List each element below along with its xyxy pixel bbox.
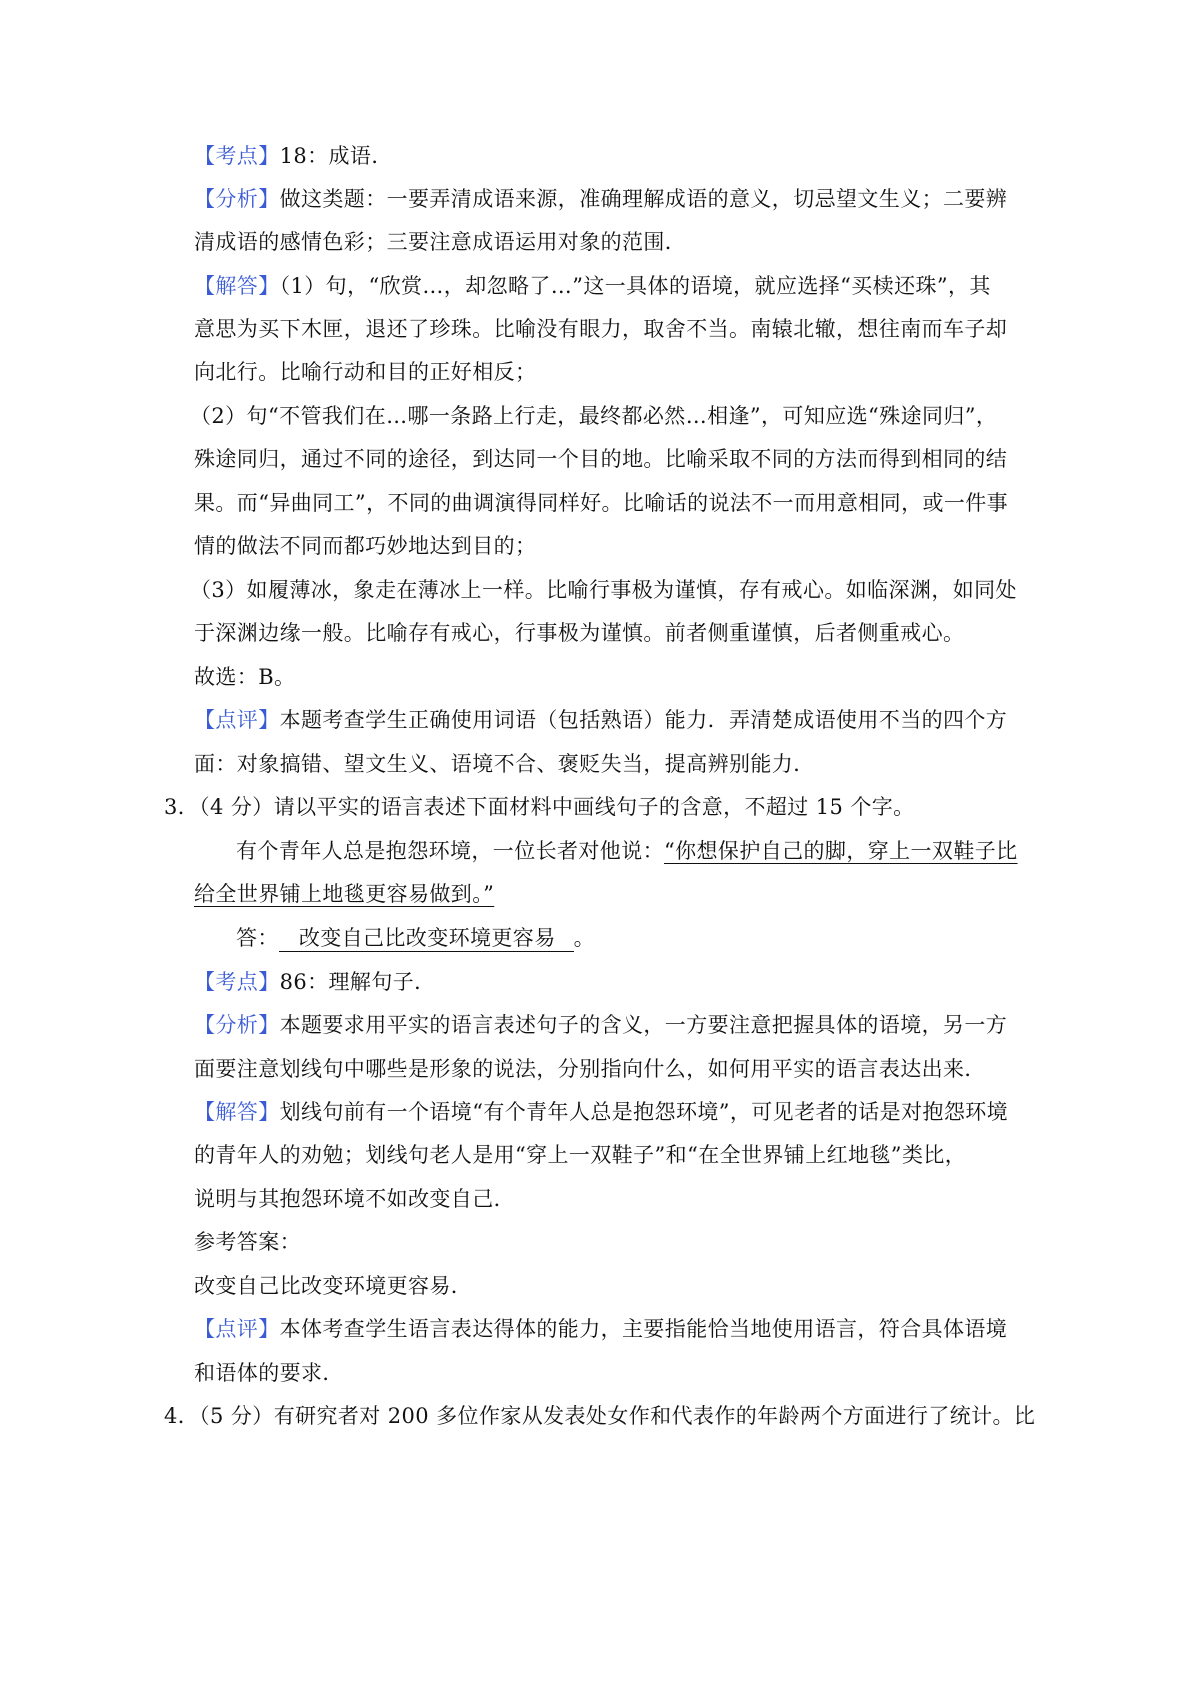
q2-part2-line-1: [190, 401, 997, 431]
q3-kaodian-line: [194, 967, 436, 997]
q3-ref-label-line: [194, 1227, 301, 1257]
q3-stem-text: 3．（4 分）请以平实的语言表述下面材料中画线句子的含意，不超过 15 个字。: [164, 795, 915, 819]
q3-jieda-line-2: [194, 1140, 966, 1170]
q2-part2-line-3: [194, 488, 1008, 518]
q2-dianping-line-1: [194, 705, 1007, 735]
q2-dianping-line-2: [194, 749, 815, 779]
dianping-label: 【点评】: [194, 1317, 280, 1341]
q2-part3-line-1: [190, 575, 1017, 605]
q2-jieda-text-2: 意思为买下木匣，退还了珍珠。比喻没有眼力，取舍不当。南辕北辙，想往南而车子却: [194, 317, 1008, 341]
q2-fenxi-text-2: 清成语的感情色彩；三要注意成语运用对象的范围．: [194, 230, 687, 254]
q2-part3-text-2: 于深渊边缘一般。比喻存有戒心，行事极为谨慎。前者侧重谨慎，后者侧重戒心。: [194, 621, 965, 645]
q2-choice-text: 故选：B。: [194, 665, 296, 689]
q2-part2-text-2: 殊途同归，通过不同的途径，到达同一个目的地。比喻采取不同的方法而得到相同的结: [194, 447, 1008, 471]
q3-dianping-line-2: [194, 1358, 344, 1388]
q2-fenxi-line-1: [194, 184, 1007, 214]
q2-part2-line-4: [194, 531, 536, 561]
q2-jieda-line-3: [194, 357, 536, 387]
q3-material-plain: 有个青年人总是抱怨环境，一位长者对他说：: [236, 839, 664, 863]
q3-jieda-text-1: 划线句前有一个语境“有个青年人总是抱怨环境”，可见老者的话是对抱怨环境: [279, 1100, 1009, 1124]
q3-ref-label: 参考答案：: [194, 1230, 301, 1254]
q3-dianping-text-1: 本体考查学生语言表达得体的能力，主要指能恰当地使用语言，符合具体语境: [279, 1317, 1008, 1341]
q3-fenxi-text-1: 本题要求用平实的语言表述句子的含义，一方要注意把握具体的语境，另一方: [279, 1013, 1008, 1037]
kaodian-label: 【考点】: [194, 144, 280, 168]
q2-kaodian-line: [194, 141, 393, 171]
q2-kaodian-text: 18：成语．: [279, 144, 393, 168]
q2-part3-text-1: （3）如履薄冰，象走在薄冰上一样。比喻行事极为谨慎，存有戒心。如临深渊，如同处: [190, 578, 1017, 602]
q3-material-line-2: [194, 879, 494, 909]
q2-part3-line-2: [194, 618, 964, 648]
q3-material-underlined-2: 给全世界铺上地毯更容易做到。”: [194, 882, 495, 906]
jieda-label: 【解答】: [194, 274, 280, 298]
jieda-label: 【解答】: [194, 1100, 280, 1124]
q3-fenxi-line-2: [194, 1054, 986, 1084]
q2-part2-line-2: [194, 444, 1007, 474]
q3-answer-end: 。: [573, 926, 596, 950]
q3-dianping-line-1: [194, 1314, 1007, 1344]
kaodian-label: 【考点】: [194, 970, 280, 994]
q2-part2-text-3: 果。而“异曲同工”，不同的曲调演得同样好。比喻话的说法不一而用意相同，或一件事: [194, 491, 1009, 515]
q2-jieda-text-3: 向北行。比喻行动和目的正好相反；: [194, 360, 537, 384]
q3-kaodian-text: 86：理解句子．: [279, 970, 436, 994]
q3-answer-label: 答：: [236, 926, 279, 950]
q2-choice-line: [194, 662, 295, 692]
q3-material-line-1: [236, 836, 1018, 866]
q2-part2-text-4: 情的做法不同而都巧妙地达到目的；: [194, 534, 537, 558]
q3-jieda-text-2: 的青年人的劝勉；划线句老人是用“穿上一双鞋子”和“在全世界铺上红地毯”类比，: [194, 1143, 967, 1167]
q3-ref-answer-line: [194, 1271, 472, 1301]
q2-jieda-line-2: [194, 314, 1007, 344]
q3-dianping-text-2: 和语体的要求．: [194, 1361, 344, 1385]
fenxi-label: 【分析】: [194, 1013, 280, 1037]
q2-fenxi-text-1: 做这类题：一要弄清成语来源，准确理解成语的意义，切忌望文生义；二要辨: [279, 187, 1008, 211]
q3-stem-line: [164, 792, 915, 822]
q3-ref-answer: 改变自己比改变环境更容易．: [194, 1274, 473, 1298]
q2-part2-text-1: （2）句“不管我们在…哪一条路上行走，最终都必然…相逢”，可知应选“殊途同归”，: [190, 404, 998, 428]
q3-material-underlined-1: “你想保护自己的脚，穿上一双鞋子比: [664, 839, 1018, 863]
q4-stem-text: 4．（5 分）有研究者对 200 多位作家从发表处女作和代表作的年龄两个方面进行了统计。比: [164, 1404, 1036, 1428]
q2-jieda-line-1: [194, 271, 991, 301]
dianping-label: 【点评】: [194, 708, 280, 732]
q2-fenxi-line-2: [194, 227, 686, 257]
q3-jieda-line-1: [194, 1097, 1008, 1127]
q3-jieda-text-3: 说明与其抱怨环境不如改变自己．: [194, 1187, 515, 1211]
q3-fenxi-line-1: [194, 1010, 1007, 1040]
q4-stem-line: [164, 1401, 1035, 1431]
q3-fenxi-text-2: 面要注意划线句中哪些是形象的说法，分别指向什么，如何用平实的语言表达出来．: [194, 1057, 986, 1081]
q3-answer-line: [236, 923, 595, 953]
q2-dianping-text-2: 面：对象搞错、望文生义、语境不合、褒贬失当，提高辨别能力．: [194, 752, 815, 776]
q3-jieda-line-3: [194, 1184, 515, 1214]
q3-answer-fill: 改变自己比改变环境更容易: [279, 925, 574, 952]
q2-jieda-text-1: （1）句，“欣赏…，却忽略了…”这一具体的语境，就应选择“买椟还珠”，其: [279, 274, 991, 298]
q2-dianping-text-1: 本题考查学生正确使用词语（包括熟语）能力．弄清楚成语使用不当的四个方: [279, 708, 1008, 732]
fenxi-label: 【分析】: [194, 187, 280, 211]
